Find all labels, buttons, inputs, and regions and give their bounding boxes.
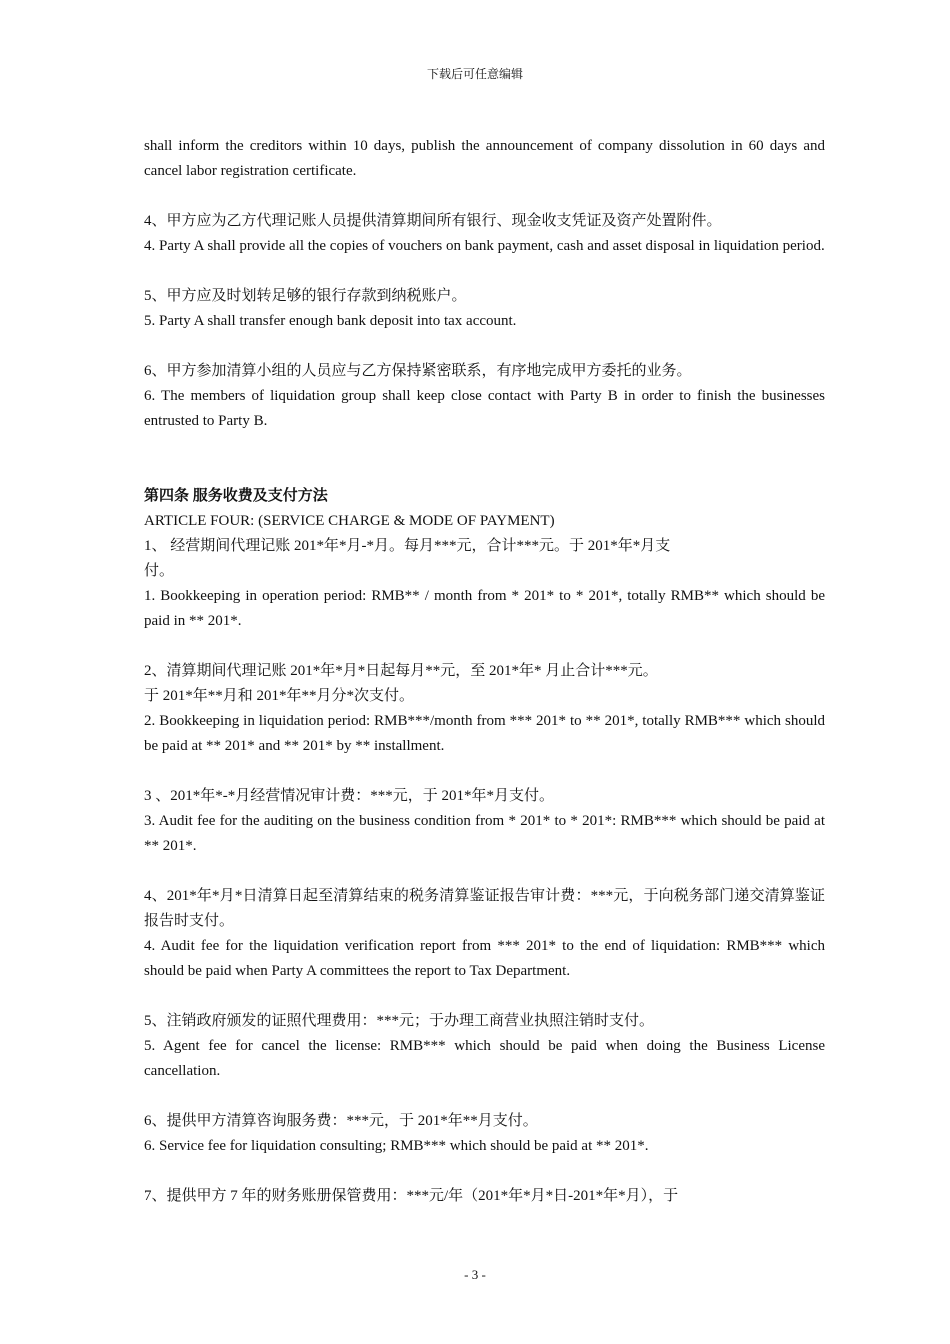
paragraph: 4. Audit fee for the liquidation verification report from *** 201* to the end of liquidation: RMB*** which should be paid when Party A committees the report to Tax Department. [144, 938, 825, 979]
paragraph: 1、 经营期间代理记账 201*年*月-*月。每月***元，合计***元。于 201*年*月支 [144, 538, 671, 554]
paragraph: 4、甲方应为乙方代理记账人员提供清算期间所有银行、现金收支凭证及资产处置附件。 [144, 213, 722, 229]
paragraph: 3 、201*年*-*月经营情况审计费：***元，于 201*年*月支付。 [144, 788, 554, 804]
paragraph: 5. Agent fee for cancel the license: RMB*** which should be paid when doing the Business License cancellation. [144, 1038, 825, 1079]
paragraph: 付。 [144, 563, 175, 579]
page-number: - 3 - [464, 1267, 486, 1282]
paragraph: 5、注销政府颁发的证照代理费用：***元；于办理工商营业执照注销时支付。 [144, 1013, 655, 1029]
paragraph: 2. Bookkeeping in liquidation period: RMB***/month from *** 201* to ** 201*, totally RMB*** which should be paid at ** 201* and ** 201* by ** installment. [144, 713, 825, 754]
paragraph: 6、提供甲方清算咨询服务费：***元，于 201*年**月支付。 [144, 1113, 538, 1129]
paragraph: 7、提供甲方 7 年的财务账册保管费用：***元/年（201*年*月*日-201*年*月），于 [144, 1188, 679, 1204]
section-heading-en: ARTICLE FOUR: (SERVICE CHARGE & MODE OF PAYMENT) [144, 513, 555, 529]
paragraph: 5. Party A shall transfer enough bank deposit into tax account. [144, 313, 517, 329]
paragraph: 6. Service fee for liquidation consulting; RMB*** which should be paid at ** 201*. [144, 1138, 649, 1154]
paragraph: 5、甲方应及时划转足够的银行存款到纳税账户。 [144, 288, 467, 304]
paragraph: 6. The members of liquidation group shall keep close contact with Party B in order to finish the businesses entrusted to Party B. [144, 388, 825, 429]
paragraph: 于 201*年**月和 201*年**月分*次支付。 [144, 688, 415, 704]
paragraph: 1. Bookkeeping in operation period: RMB** / month from * 201* to * 201*, totally RMB** which should be paid in ** 201*. [144, 588, 825, 629]
paragraph: shall inform the creditors within 10 days, publish the announcement of company dissolution in 60 days and cancel labor registration certificate. [144, 138, 825, 179]
paragraph: 3. Audit fee for the auditing on the business condition from * 201* to * 201*: RMB*** which should be paid at ** 201*. [144, 813, 825, 854]
paragraph: 4. Party A shall provide all the copies of vouchers on bank payment, cash and asset disposal in liquidation period. [144, 238, 825, 254]
document-body [144, 134, 825, 1209]
page-header: 下载后可任意编辑 [426, 67, 523, 81]
paragraph: 4、201*年*月*日清算日起至清算结束的税务清算鉴证报告审计费：***元，于向税务部门递交清算鉴证报告时支付。 [144, 888, 825, 929]
section-heading: 第四条 服务收费及支付方法 [144, 488, 328, 504]
paragraph: 6、甲方参加清算小组的人员应与乙方保持紧密联系，有序地完成甲方委托的业务。 [144, 363, 692, 379]
paragraph: 2、清算期间代理记账 201*年*月*日起每月**元，至 201*年* 月止合计***元。 [144, 663, 658, 679]
